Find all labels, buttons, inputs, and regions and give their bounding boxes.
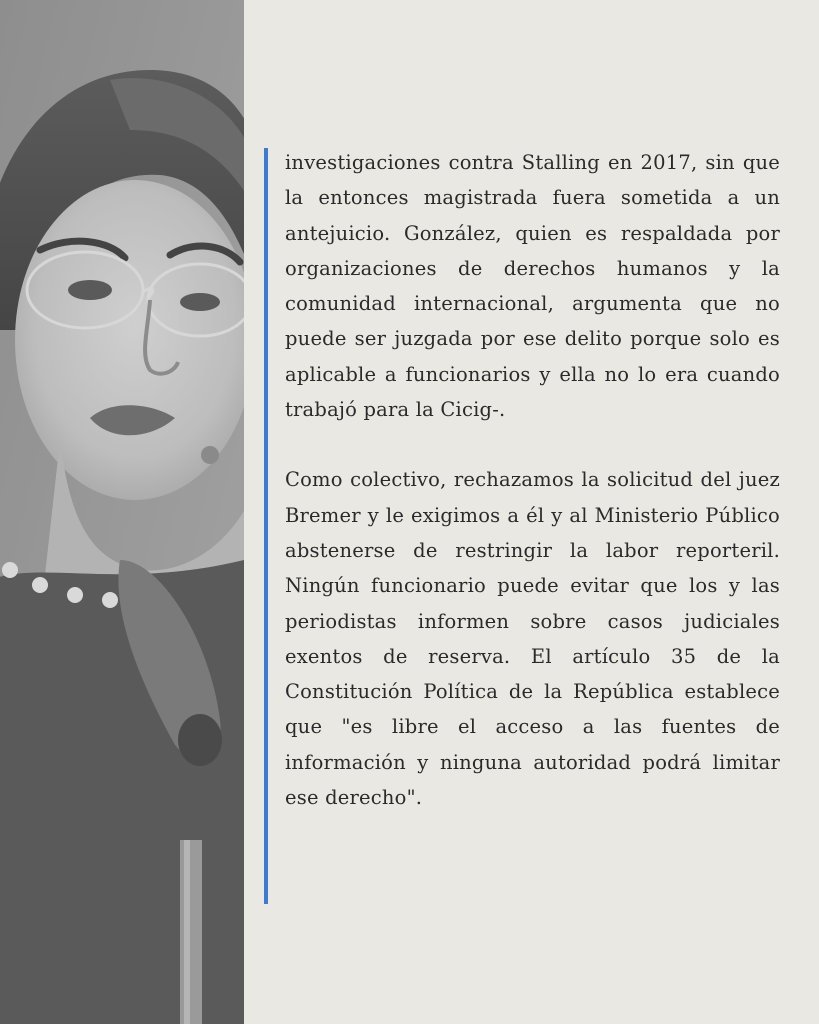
paragraph: Como colectivo, rechazamos la solicitud del juez Bremer y le exigimos a él y al Ministerio Público abstenerse de restringir la labor reporteril. Ningún funcionario puede evitar que los y las periodistas informen sobre casos judiciales exentos de reserva. El artículo 35 de la Constitución Política de la República establece que "es libre el acceso a las fuentes de información y ninguna autoridad podrá limitar ese derecho". xyxy=(285,468,780,810)
portrait-photo xyxy=(0,0,244,1024)
portrait-photo-icon xyxy=(0,0,244,1024)
paragraph: investigaciones contra Stalling en 2017, sin que la entonces magistrada fuera sometida a un antejuicio. González, quien es respaldada por organizaciones de derechos humanos y la comunidad internacional, argumenta que no puede ser juzgada por ese delito porque solo es aplicable a funcionarios y ella no lo era cuando trabajó para la Cicig-. xyxy=(285,151,780,422)
accent-bar xyxy=(264,148,268,904)
article-body xyxy=(285,145,780,815)
